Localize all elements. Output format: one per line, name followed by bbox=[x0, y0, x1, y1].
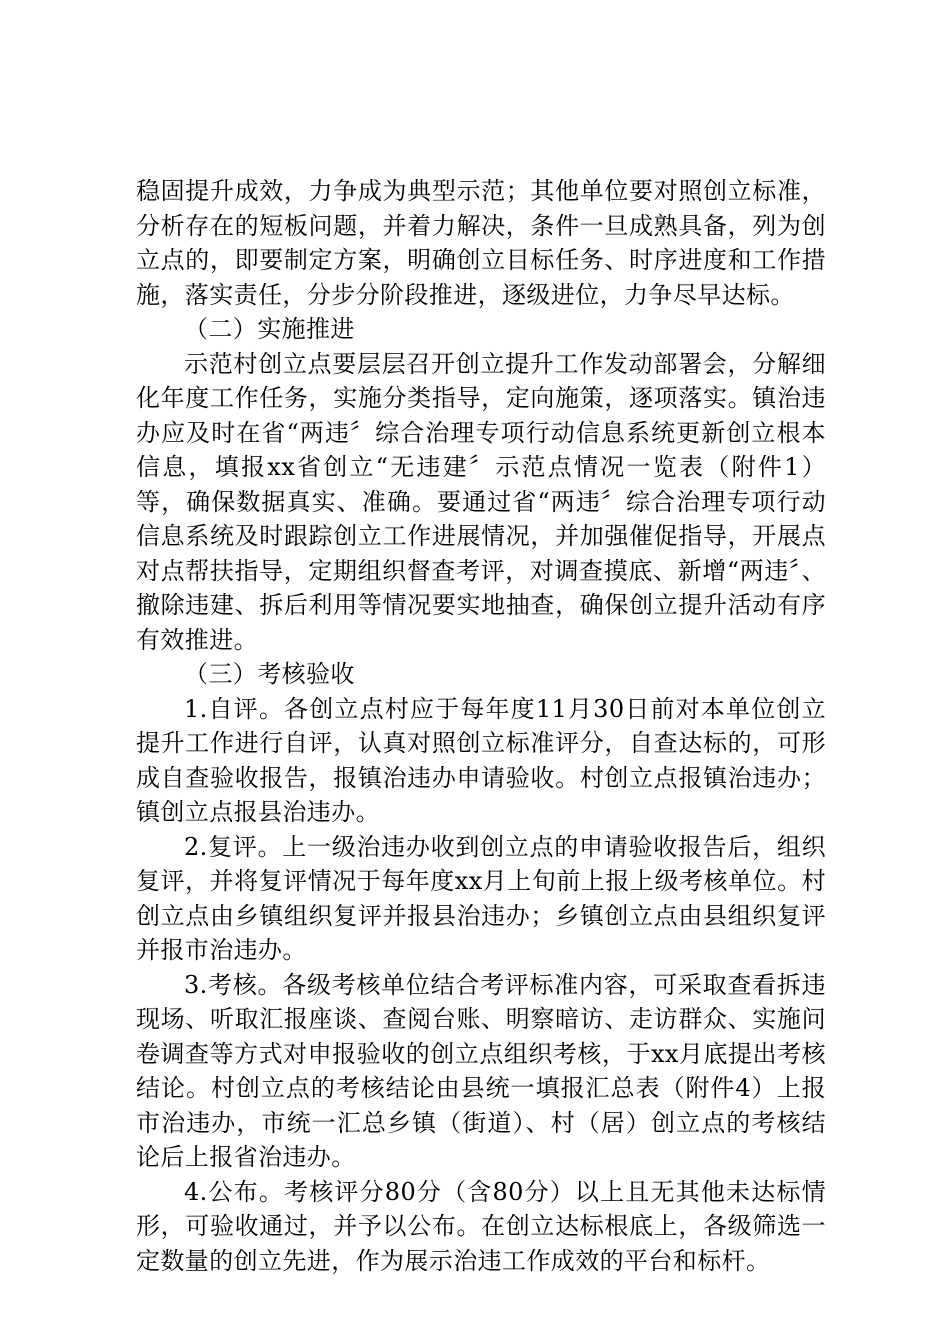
paragraph-continuation: 稳固提升成效，力争成为典型示范；其他单位要对照创立标准，分析存在的短板问题，并着力解决，条件一旦成熟具备，列为创立点的，即要制定方案，明确创立目标任务、时序进度和工作措施，落实责任，分步分阶段推进，逐级进位，力争尽早达标。 bbox=[136, 177, 826, 309]
paragraph-assessment: 3.考核。各级考核单位结合考评标准内容，可采取查看拆违现场、听取汇报座谈、查阅台账、明察暗访、走访群众、实施问卷调查等方式对申报验收的创立点组织考核，于xx月底提出考核结论。村创立点的考核结论由县统一填报汇总表（附件4）上报市治违办，市统一汇总乡镇（街道）、村（居）创立点的考核结论后上报省治违办。 bbox=[136, 970, 826, 1171]
paragraph-re-evaluation: 2.复评。上一级治违办收到创立点的申请验收报告后，组织复评，并将复评情况于每年度xx月上旬前上报上级考核单位。村创立点由乡镇组织复评并报县治违办；乡镇创立点由县组织复评并报市治违办。 bbox=[136, 832, 826, 964]
paragraph-announcement: 4.公布。考核评分80分（含80分）以上且无其他未达标情形，可验收通过，并予以公布。在创立达标根底上，各级筛选一定数量的创立先进，作为展示治违工作成效的平台和标杆。 bbox=[136, 1177, 826, 1275]
section-heading-implementation: （二）实施推进 bbox=[184, 315, 355, 343]
paragraph-implementation: 示范村创立点要层层召开创立提升工作发动部署会，分解细化年度工作任务，实施分类指导，定向施策，逐项落实。镇治违办应及时在省“两违〞综合治理专项行动信息系统更新创立根本信息，填报xx省创立“无违建〞示范点情况一览表（附件1）等，确保数据真实、准确。要通过省“两违〞综合治理专项行动信息系统及时跟踪创立工作进展情况，并加强催促指导，开展点对点帮扶指导，定期组织督查考评，对调查摸底、新增“两违〞、撤除违建、拆后利用等情况要实地抽查，确保创立提升活动有序有效推进。 bbox=[136, 349, 826, 654]
section-heading-assessment: （三）考核验收 bbox=[184, 660, 355, 688]
document-body bbox=[136, 174, 826, 1278]
paragraph-self-evaluation: 1.自评。各创立点村应于每年度11月30日前对本单位创立提升工作进行自评，认真对照创立标准评分，自查达标的，可形成自查验收报告，报镇治违办申请验收。村创立点报镇治违办；镇创立点报县治违办。 bbox=[136, 694, 826, 826]
